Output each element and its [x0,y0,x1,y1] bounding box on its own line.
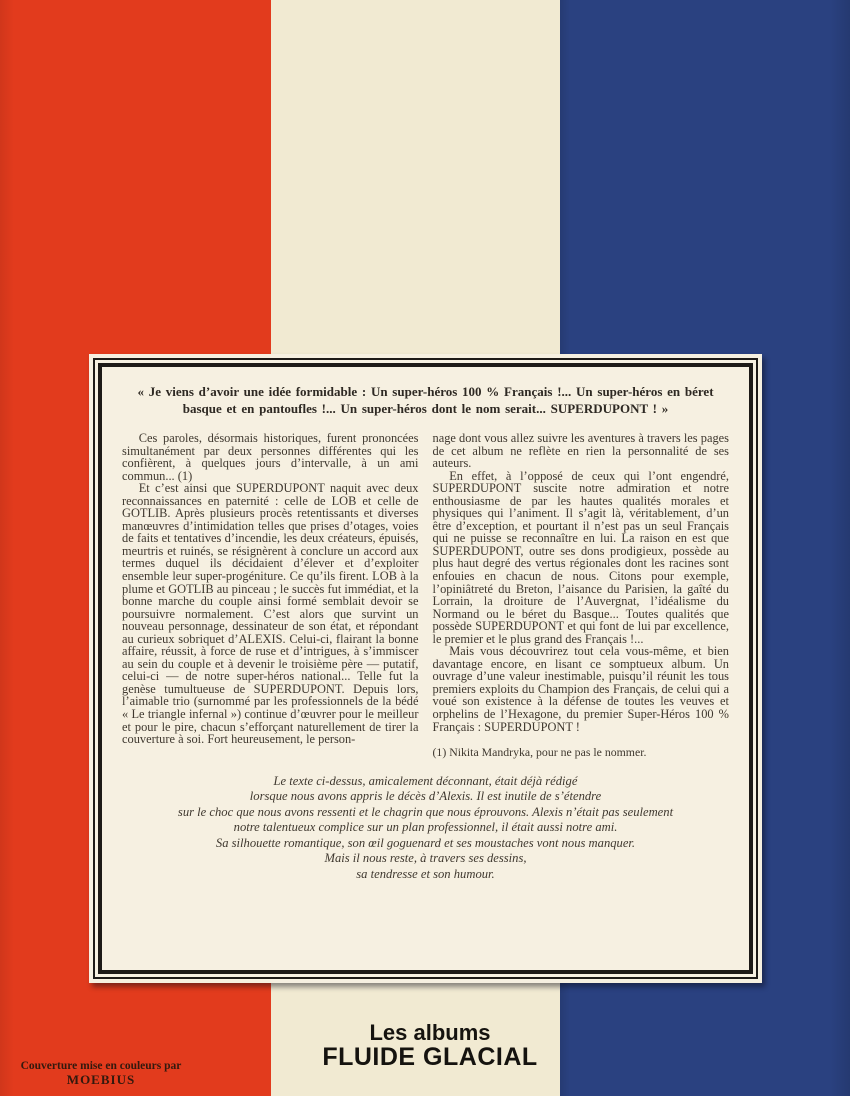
memorial-note [122,774,729,883]
memorial-line: Le texte ci-dessus, amicalement déconnant, était déjà rédigé [273,773,578,788]
paragraph: Ces paroles, désormais historiques, furent prononcées simultanément par deux personnes différentes qui les confièrent, à quelques jours d’intervalle, à un ami commun... (1) [122,431,419,483]
publisher-line-albums: Les albums [369,1020,491,1045]
paragraph: Et c’est ainsi que SUPERDUPONT naquit avec deux reconnaissances en paternité : celle de LOB et celle de GOTLIB. Après plusieurs procès retentissants et diverses manœuvres d’intimidation telles que prises d’otages, voies de faits et tentatives d’incendie, les deux créateurs, épuisés, meurtris et ruinés, se résignèrent à conclure un accord aux termes duquel ils décidaient d’élever et d’exploiter ensemble leur super-progéniture. Ce qu’ils firent. LOB à la plume et GOTLIB au pinceau ; le succès fut immédiat, et la bonne marche du couple ainsi formé semblait devoir se poursuivre normalement. C’est alors que survint un nouveau personnage, dessinateur de son état, et répondant au curieux sobriquet d’ALEXIS. Celui-ci, flairant la bonne affaire, réussit, à force de ruse et d’intrigues, à s’immiscer au sein du couple et à devenir le troisième père — putatif, celui-ci — de notre super-héros national... Telle fut la genèse tumultueuse de SUPERDUPONT. Depuis lors, l’aimable trio (surnommé par les professionnels de la bédé « Le triangle infernal ») continue d’œuvrer pour le meilleur et pour le pire, chacun s’efforçant naturellement de tirer la couverture à soi. Fort heureusement, le person- [122,481,419,747]
paragraph: Mais vous découvrirez tout cela vous-même, et bien davantage encore, en lisant ce somptueux album. Un ouvrage d’une valeur inestimable, puisqu’il réunit les tous premiers exploits du Champion des Français, de celui qui a voué son existence à la défense de toutes les veuves et orphelins de l’Hexagone, du premier Super-Héros 100 % Français : SUPERDUPONT ! [432,644,729,734]
publisher-imprint [295,1021,565,1070]
article-right-column [433,432,730,759]
article-columns [122,432,729,759]
headline-quote: « Je viens d’avoir une idée formidable : Un super-héros 100 % Français !... Un super-héros en béret basque et en pantoufles !... Un super-héros dont le nom serait... SUPERDUPONT ! » [137,384,714,416]
footnote: (1) Nikita Mandryka, pour ne pas le nommer. [432,745,647,760]
memorial-line: sur le choc que nous avons ressenti et le chagrin que nous éprouvons. Alexis n’était pas seulement [177,804,674,819]
memorial-line: Mais il nous reste, à travers ses dessins, [324,851,527,866]
publisher-line-fluide-glacial: FLUIDE GLACIAL [322,1043,538,1071]
credit-caption: Couverture mise en couleurs par [20,1060,182,1072]
paragraph: nage dont vous allez suivre les aventures à travers les pages de cet album ne reflète en rien la personnalité de ses auteurs. [432,431,729,471]
paragraph: En effet, à l’opposé de ceux qui l’ont engendré, SUPERDUPONT suscite notre admiration et notre enthousiasme de par les hautes qualités morales et physiques qui l’animent. Il s’agit là, véritablement, d’un être d’exception, et pourtant il n’est pas un seul Français qui ne puisse se reconnaître en lui. La raison en est que SUPERDUPONT, outre ses dons prodigieux, possède au plus haut degré des vertus régionales dont les racines sont enfouies en chacun de nous. Citons pour exemple, l’opiniâtreté du Breton, l’aisance du Parisien, la gaîté du Lorrain, la droiture de l’Auvergnat, l’idéalisme du Normand ou le béret du Basque... Toutes qualités que possède SUPERDUPONT et qui font de lui par excellence, le premier et le plus grand des Français !... [432,468,729,646]
box-outer-rule [93,358,758,979]
memorial-line: sa tendresse et son humour. [356,866,495,881]
article-left-column [122,432,419,759]
editorial-text-box [89,354,762,983]
memorial-line: notre talentueux complice sur un plan professionnel, il était aussi notre ami. [233,820,618,835]
memorial-line: Sa silhouette romantique, son œil goguenard et ses moustaches vont nous manquer. [215,835,636,850]
memorial-line: lorsque nous avons appris le décès d’Alexis. Il est inutile de s’étendre [249,789,602,804]
cover-colors-credit [2,1059,200,1087]
credit-artist-name: MOEBIUS [66,1072,136,1087]
box-inner-rule [98,363,753,974]
